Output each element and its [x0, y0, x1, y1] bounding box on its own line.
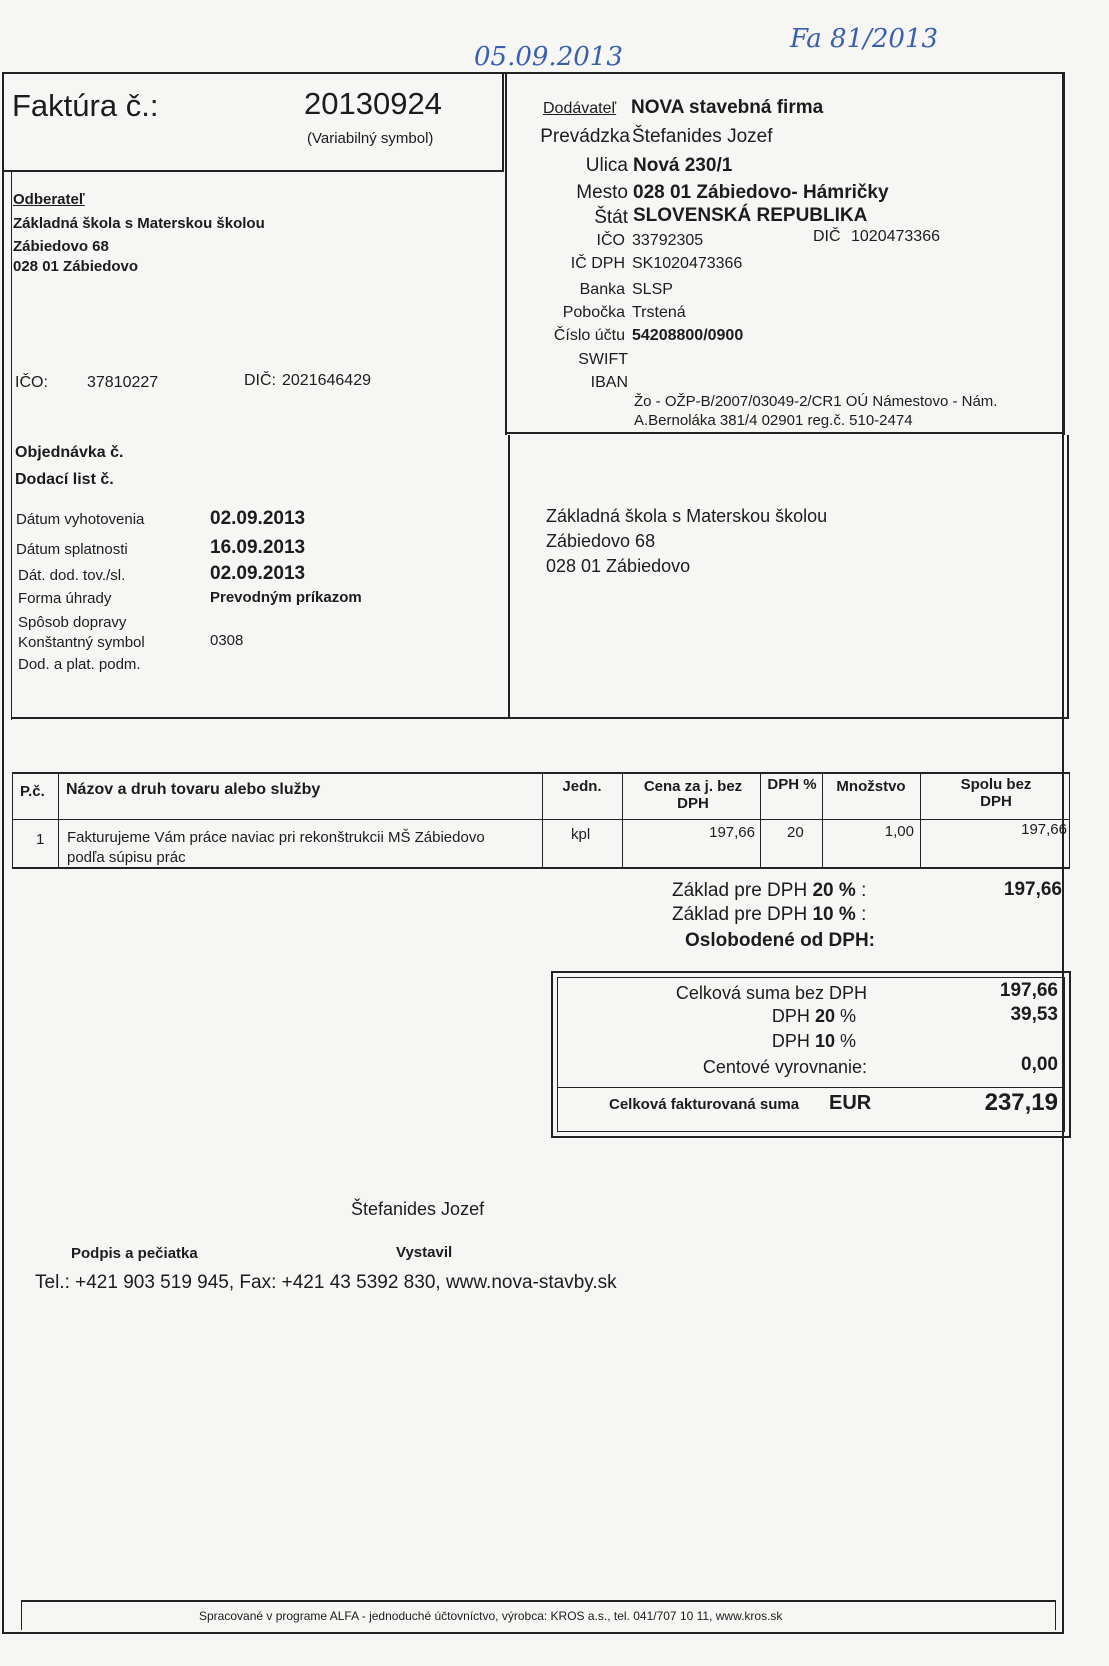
- total-without-vat: 197,66: [999, 980, 1058, 1001]
- supplier-country: SLOVENSKÁ REPUBLIKA: [633, 205, 868, 226]
- grand-total-label: Celková fakturovaná suma: [609, 1096, 800, 1113]
- supplier-dic: 1020473366: [851, 228, 940, 245]
- vat-20-row: DPH 20 %: [771, 1006, 856, 1026]
- rounding-label: Centové vyrovnanie:: [702, 1057, 867, 1077]
- customer-name: Základná škola s Materskou školou: [13, 215, 265, 232]
- tax-base-10-row: Základ pre DPH 10 % :: [672, 904, 867, 925]
- delivery-city: 028 01 Zábiedovo: [546, 556, 691, 576]
- supplier-bank: SLSP: [632, 281, 673, 298]
- constant-symbol: 0308: [210, 632, 244, 649]
- delivery-name: Základná škola s Materskou školou: [546, 506, 828, 526]
- invoice-title: Faktúra č.:: [12, 88, 159, 123]
- supplier-city: 028 01 Zábiedovo- Hámričky: [633, 182, 889, 203]
- col-header-vat: DPH %: [767, 776, 817, 793]
- row-total: 197,66: [1021, 821, 1067, 838]
- customer-label: Odberateľ: [13, 191, 85, 208]
- invoice-page: 05.09.2013 Fa 81/2013 Faktúra č.: 20130924 (Variabilný symbol) Dodávateľ NOVA stavebná firma Prevádzka Štefanides Jozef Ulica Nová 230/1 Mesto 028 01 Zábiedovo- Hámričky Štát SLOVENSKÁ REPUBLIKA IČO 33792305 DIČ 1020473366 IČ DPH SK1020473366 Banka SLSP Pobočka Trstená Číslo účtu 54208800/0900 SWIFT IBAN Žo - OŽP-B/2007/03049-2/CR1 OÚ Námestovo - Nám. A.Bernoláka 381/4 02901 reg.č. 510-2474 Odberateľ Základná škola s Materskou školou Zábiedovo 68 028 01 Zábiedovo IČO: 37810227 DIČ: 2021646429 Objednávka č. Dodací list č. Dátum vyhotovenia 02.09.2013 Dátum splatnosti 16.09.2013 Dát. dod. tov./sl. 02.09.2013 Forma úhrady Prevodným príkazom Spôsob dopravy Konštantný symbol 0308 Dod. a plat. podm. Základná škola s Materskou školou Zábiedovo 68 028 01 Zábiedovo P.č. Názov a druh tovaru alebo služby Jedn. Cena za j. bez DPH DPH % Množstvo Spolu bez DPH 1 Fakturujeme Vám práce naviac pri rekonštrukcii MŠ Zábiedovo podľa súpisu prác kpl 197,66 20 1,00 197,66 Základ pre DPH 20 % : 197,66 Základ pre DPH 10 % : Oslobodené od DPH: Celková suma bez DPH 197,66 DPH 20 % 39,53 DPH 10 % Centové vyrovnanie: 0,00 Celková fakturovaná suma EUR 237,19 Štefanides Jozef Podpis a pečiatka Vystavil Tel.: +421 903 519 945, Fax: +421 43 5392 830, www.nova-stavby.sk Spracované v programe ALFA - jednoduché účtovníctvo, výrobca: KROS a.s., tel. 041/707 10 11, www.kros.sk: [0, 0, 1109, 1666]
- vat-exempt-label: Oslobodené od DPH:: [685, 930, 875, 951]
- variable-symbol-label: (Variabilný symbol): [307, 130, 434, 147]
- issue-date: 02.09.2013: [210, 508, 306, 529]
- payment-method: Prevodným príkazom: [210, 589, 362, 606]
- handwritten-ref: Fa 81/2013: [790, 24, 939, 54]
- total-without-vat-label: Celková suma bez DPH: [675, 983, 867, 1003]
- col-header-total: Spolu bez DPH: [960, 776, 1032, 810]
- issued-by-label: Vystavil: [396, 1244, 453, 1261]
- customer-ico: 37810227: [87, 374, 159, 391]
- supplier-icdph: SK1020473366: [632, 255, 743, 272]
- supplier-branch: Trstená: [632, 304, 686, 321]
- row-qty: 1,00: [884, 823, 914, 840]
- supplier-street: Nová 230/1: [633, 155, 733, 176]
- signature-label: Podpis a pečiatka: [71, 1245, 198, 1262]
- supplier-registration-2: A.Bernoláka 381/4 02901 reg.č. 510-2474: [634, 412, 913, 429]
- tax-base-20-row: Základ pre DPH 20 % :: [672, 880, 867, 901]
- vat-10-row: DPH 10 %: [771, 1031, 856, 1051]
- col-header-pc: P.č.: [20, 783, 45, 800]
- delivery-note-label: Dodací list č.: [15, 471, 114, 488]
- delivery-street: Zábiedovo 68: [546, 531, 656, 551]
- issuer-name: Štefanides Jozef: [351, 1199, 485, 1219]
- rounding-amount: 0,00: [1021, 1054, 1058, 1075]
- col-header-price: Cena za j. bez DPH: [643, 778, 743, 812]
- supplier-name: NOVA stavebná firma: [631, 97, 824, 118]
- row-description-2: podľa súpisu prác: [67, 849, 186, 866]
- customer-street: Zábiedovo 68: [13, 238, 109, 255]
- row-vat: 20: [787, 824, 804, 841]
- row-price: 197,66: [709, 824, 755, 841]
- supplier-prevadzka: Štefanides Jozef: [632, 126, 773, 147]
- contact-info: Tel.: +421 903 519 945, Fax: +421 43 5392 830, www.nova-stavby.sk: [35, 1272, 617, 1293]
- grand-total: 237,19: [984, 1089, 1058, 1116]
- footer-text: Spracované v programe ALFA - jednoduché účtovníctvo, výrobca: KROS a.s., tel. 041/707 10 11, www.kros.sk: [199, 1609, 783, 1623]
- supplier-account: 54208800/0900: [632, 327, 744, 344]
- due-date: 16.09.2013: [210, 537, 306, 558]
- customer-dic: 2021646429: [282, 372, 371, 389]
- supplier-label: Dodávateľ: [543, 100, 617, 117]
- customer-city: 028 01 Zábiedovo: [13, 258, 139, 275]
- invoice-number: 20130924: [304, 86, 442, 121]
- vat-20-amount: 39,53: [1010, 1004, 1058, 1025]
- col-header-unit: Jedn.: [562, 778, 602, 795]
- currency: EUR: [829, 1092, 872, 1114]
- handwritten-date: 05.09.2013: [474, 42, 623, 72]
- col-header-name: Názov a druh tovaru alebo služby: [66, 781, 321, 798]
- row-description: Fakturujeme Vám práce naviac pri rekonštrukcii MŠ Zábiedovo: [67, 829, 485, 846]
- delivery-date: 02.09.2013: [210, 563, 306, 584]
- col-header-qty: Množstvo: [836, 778, 906, 795]
- tax-base-20: 197,66: [1003, 879, 1062, 900]
- supplier-ico: 33792305: [632, 232, 704, 249]
- supplier-registration-1: Žo - OŽP-B/2007/03049-2/CR1 OÚ Námestovo - Nám.: [634, 393, 998, 410]
- row-unit: kpl: [571, 826, 591, 843]
- order-number-label: Objednávka č.: [15, 444, 124, 461]
